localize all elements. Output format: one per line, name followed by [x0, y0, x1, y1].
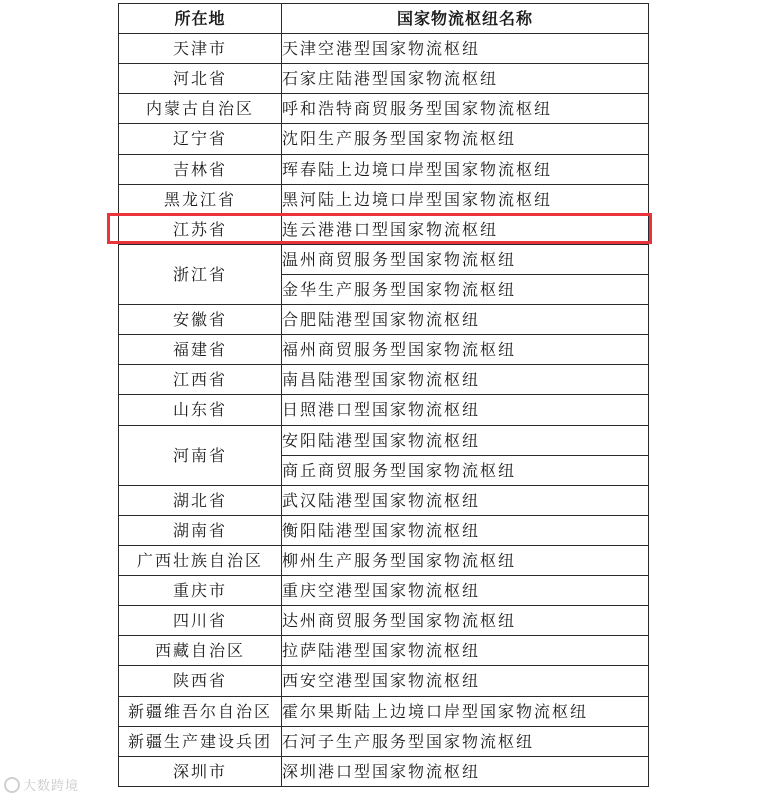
hub-name-cell: 合肥陆港型国家物流枢纽 — [282, 305, 649, 335]
hub-name-cell: 黑河陆上边境口岸型国家物流枢纽 — [282, 184, 649, 214]
location-cell: 吉林省 — [119, 154, 282, 184]
location-cell: 湖南省 — [119, 515, 282, 545]
header-row — [119, 4, 649, 34]
table-body — [119, 34, 649, 787]
hub-name-cell: 安阳陆港型国家物流枢纽 — [282, 425, 649, 455]
header-hub-name: 国家物流枢纽名称 — [282, 4, 649, 34]
table-row — [119, 34, 649, 64]
hub-name-cell: 武汉陆港型国家物流枢纽 — [282, 485, 649, 515]
hub-name-cell: 珲春陆上边境口岸型国家物流枢纽 — [282, 154, 649, 184]
hub-name-cell: 金华生产服务型国家物流枢纽 — [282, 274, 649, 304]
table-row — [119, 515, 649, 545]
location-cell: 河北省 — [119, 64, 282, 94]
table-row — [119, 696, 649, 726]
table-row — [119, 94, 649, 124]
table-row — [119, 395, 649, 425]
watermark — [4, 775, 79, 794]
hub-name-cell: 日照港口型国家物流枢纽 — [282, 395, 649, 425]
table-row — [119, 425, 649, 455]
hub-name-cell: 温州商贸服务型国家物流枢纽 — [282, 244, 649, 274]
location-cell: 江苏省 — [119, 214, 282, 244]
location-cell: 福建省 — [119, 335, 282, 365]
location-cell: 江西省 — [119, 365, 282, 395]
hub-name-cell: 西安空港型国家物流枢纽 — [282, 666, 649, 696]
table-row — [119, 545, 649, 575]
location-cell: 安徽省 — [119, 305, 282, 335]
watermark-text: 大数跨境 — [23, 779, 80, 794]
table-row — [119, 154, 649, 184]
hub-name-cell: 柳州生产服务型国家物流枢纽 — [282, 545, 649, 575]
hub-name-cell: 连云港港口型国家物流枢纽 — [282, 214, 649, 244]
location-cell: 湖北省 — [119, 485, 282, 515]
location-cell: 新疆生产建设兵团 — [119, 726, 282, 756]
hub-name-cell: 霍尔果斯陆上边境口岸型国家物流枢纽 — [282, 696, 649, 726]
brand-logo-icon — [4, 777, 20, 793]
table-row — [119, 184, 649, 214]
hub-name-cell: 重庆空港型国家物流枢纽 — [282, 576, 649, 606]
hub-name-cell: 南昌陆港型国家物流枢纽 — [282, 365, 649, 395]
location-cell: 深圳市 — [119, 756, 282, 786]
table-row — [119, 335, 649, 365]
hub-name-cell: 拉萨陆港型国家物流枢纽 — [282, 636, 649, 666]
table-row — [119, 485, 649, 515]
table-row — [119, 214, 649, 244]
location-cell: 黑龙江省 — [119, 184, 282, 214]
hub-name-cell: 深圳港口型国家物流枢纽 — [282, 756, 649, 786]
table-row — [119, 606, 649, 636]
table-row — [119, 64, 649, 94]
hub-name-cell: 沈阳生产服务型国家物流枢纽 — [282, 124, 649, 154]
hub-name-cell: 石河子生产服务型国家物流枢纽 — [282, 726, 649, 756]
location-cell: 浙江省 — [119, 244, 282, 304]
location-cell: 山东省 — [119, 395, 282, 425]
table-row — [119, 124, 649, 154]
hub-name-cell: 天津空港型国家物流枢纽 — [282, 34, 649, 64]
table-row — [119, 726, 649, 756]
location-cell: 新疆维吾尔自治区 — [119, 696, 282, 726]
hub-table — [118, 3, 649, 787]
location-cell: 陕西省 — [119, 666, 282, 696]
location-cell: 天津市 — [119, 34, 282, 64]
location-cell: 内蒙古自治区 — [119, 94, 282, 124]
table-row — [119, 365, 649, 395]
location-cell: 河南省 — [119, 425, 282, 485]
location-cell: 广西壮族自治区 — [119, 545, 282, 575]
table-row — [119, 666, 649, 696]
header-location: 所在地 — [119, 4, 282, 34]
hub-name-cell: 达州商贸服务型国家物流枢纽 — [282, 606, 649, 636]
location-cell: 辽宁省 — [119, 124, 282, 154]
location-cell: 重庆市 — [119, 576, 282, 606]
table-row — [119, 636, 649, 666]
table-header — [119, 4, 649, 34]
location-cell: 四川省 — [119, 606, 282, 636]
table-row — [119, 305, 649, 335]
hub-name-cell: 石家庄陆港型国家物流枢纽 — [282, 64, 649, 94]
hub-name-cell: 福州商贸服务型国家物流枢纽 — [282, 335, 649, 365]
table-row — [119, 756, 649, 786]
hub-name-cell: 呼和浩特商贸服务型国家物流枢纽 — [282, 94, 649, 124]
hub-name-cell: 衡阳陆港型国家物流枢纽 — [282, 515, 649, 545]
hub-name-cell: 商丘商贸服务型国家物流枢纽 — [282, 455, 649, 485]
location-cell: 西藏自治区 — [119, 636, 282, 666]
table-row — [119, 244, 649, 274]
table-row — [119, 576, 649, 606]
